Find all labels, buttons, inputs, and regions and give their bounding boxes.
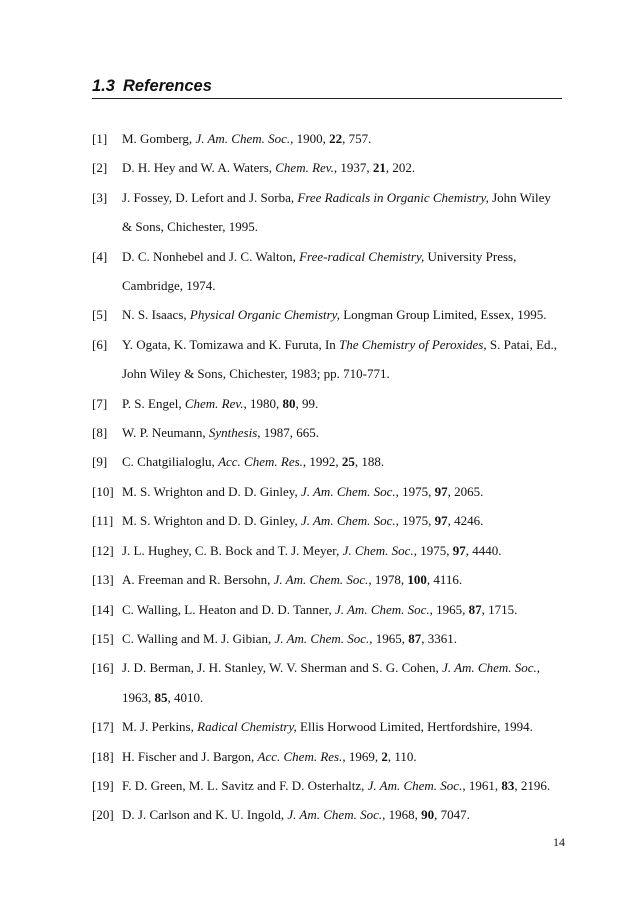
reference-segment: , 1965, (369, 630, 409, 646)
reference-segment: , 1975, (395, 483, 435, 499)
volume-number: 97 (434, 483, 448, 499)
reference-segment: , 3361. (421, 630, 458, 646)
reference-line (122, 800, 562, 829)
reference-list (92, 124, 562, 830)
section-title: References (122, 77, 212, 95)
reference-segment: , 1978, (368, 572, 408, 588)
journal-title: Acc. Chem. Res. (218, 454, 303, 470)
reference-line (122, 183, 562, 212)
reference-text (122, 771, 562, 800)
reference-segment: Longman Group Limited, Essex, 1995. (339, 307, 547, 323)
reference-segment: J. L. Hughey, C. B. Bock and T. J. Meyer, (122, 542, 343, 558)
reference-segment: , 4116. (426, 572, 463, 588)
volume-number: 25 (341, 454, 355, 470)
reference-item (92, 506, 562, 535)
reference-label: [9] (92, 454, 108, 470)
journal-title: J. Am. Chem. Soc. (367, 777, 463, 793)
reference-segment: , 1715. (481, 601, 518, 617)
reference-line (122, 389, 562, 418)
reference-segment: D. J. Carlson and K. U. Ingold, (122, 807, 288, 823)
reference-segment: D. C. Nonhebel and J. C. Walton, (122, 248, 300, 264)
reference-line (122, 242, 562, 271)
reference-segment: H. Fischer and J. Bargon, (122, 748, 258, 764)
reference-label: [1] (92, 131, 108, 146)
reference-line (122, 300, 562, 329)
journal-title: J. Am. Chem. Soc. (334, 601, 430, 617)
reference-segment: , 757. (342, 131, 372, 146)
reference-segment: C. Walling, L. Heaton and D. D. Tanner, (122, 601, 335, 617)
reference-line (122, 653, 562, 682)
reference-label: [8] (92, 425, 108, 441)
reference-segment: , 1961, (462, 777, 502, 793)
reference-line (122, 683, 562, 712)
reference-text (122, 595, 562, 624)
reference-segment: & Sons, Chichester, 1995. (122, 219, 258, 235)
reference-item (92, 800, 562, 829)
reference-line (122, 712, 562, 741)
reference-segment: John Wiley & Sons, Chichester, 1983; pp. 710-771. (122, 366, 390, 382)
reference-label: [10] (92, 483, 114, 499)
volume-number: 21 (372, 160, 386, 176)
reference-line (122, 742, 562, 771)
reference-text (122, 506, 562, 535)
volume-number: 97 (452, 542, 466, 558)
reference-text (122, 153, 562, 182)
reference-segment: , 7047. (434, 807, 470, 823)
reference-segment: University Press, (424, 248, 517, 264)
journal-title: J. Am. Chem. Soc. (273, 572, 369, 588)
journal-title: Acc. Chem. Res. (257, 748, 343, 764)
reference-segment: John Wiley (488, 189, 551, 205)
reference-text (122, 536, 562, 565)
reference-label: [16] (92, 660, 114, 676)
journal-title: Physical Organic Chemistry, (189, 307, 340, 323)
reference-label: [11] (92, 513, 114, 529)
heading-rule (92, 98, 562, 99)
reference-item (92, 389, 562, 418)
reference-segment: M. S. Wrighton and D. D. Ginley, (122, 483, 301, 499)
reference-segment: , 1968, (382, 807, 422, 823)
reference-label: [2] (92, 160, 108, 176)
reference-text (122, 800, 562, 829)
journal-title: The Chemistry of Peroxides, (339, 336, 487, 352)
volume-number: 100 (407, 572, 427, 588)
reference-segment: M. J. Perkins, (122, 719, 198, 735)
reference-segment: , 2196. (514, 777, 551, 793)
reference-line (122, 595, 562, 624)
reference-segment: J. Fossey, D. Lefort and J. Sorba, (122, 189, 298, 205)
journal-title: J. Am. Chem. Soc. (195, 131, 291, 146)
reference-text (122, 477, 562, 506)
reference-segment: , 1965, (429, 601, 469, 617)
reference-label: [5] (92, 307, 108, 323)
reference-segment: , (536, 660, 541, 676)
reference-segment: M. S. Wrighton and D. D. Ginley, (122, 513, 301, 529)
reference-segment: , 1937, (333, 160, 373, 176)
reference-line (122, 212, 562, 241)
reference-text (122, 624, 562, 653)
reference-segment: J. D. Berman, J. H. Stanley, W. V. Sherman and S. G. Cohen, (122, 660, 443, 676)
reference-segment: , 4246. (447, 513, 484, 529)
reference-segment: 1963, (122, 689, 155, 705)
reference-segment: C. Chatgilialoglu, (122, 454, 219, 470)
reference-item (92, 742, 562, 771)
journal-title: J. Am. Chem. Soc. (442, 660, 537, 676)
volume-number: 85 (154, 689, 168, 705)
journal-title: Synthesis (208, 425, 258, 441)
reference-item (92, 653, 562, 712)
reference-segment: , 1975, (413, 542, 453, 558)
reference-segment: F. D. Green, M. L. Savitz and F. D. Osterhaltz, (122, 777, 368, 793)
reference-line (122, 536, 562, 565)
section-number: 1.3 (92, 77, 115, 95)
volume-number: 2 (381, 748, 388, 764)
reference-segment: M. Gomberg, (122, 131, 196, 146)
reference-label: [6] (92, 336, 108, 352)
reference-line (122, 771, 562, 800)
reference-segment: , 2065. (447, 483, 484, 499)
reference-item (92, 124, 562, 153)
reference-segment: Ellis Horwood Limited, Hertfordshire, 1994. (296, 719, 533, 735)
reference-text (122, 389, 562, 418)
reference-label: [18] (92, 748, 114, 764)
reference-line (122, 330, 562, 359)
reference-segment: D. H. Hey and W. A. Waters, (122, 160, 276, 176)
reference-segment: , 1992, (302, 454, 342, 470)
journal-title: Free-radical Chemistry, (299, 248, 425, 264)
reference-label: [7] (92, 395, 108, 411)
journal-title: Chem. Rev. (184, 395, 244, 411)
reference-segment: , 1969, (342, 748, 382, 764)
volume-number: 90 (421, 807, 435, 823)
reference-line (122, 506, 562, 535)
reference-label: [12] (92, 542, 114, 558)
reference-line (122, 359, 562, 388)
reference-label: [13] (92, 572, 114, 588)
reference-item (92, 565, 562, 594)
reference-segment: , 99. (295, 395, 319, 411)
volume-number: 87 (468, 601, 482, 617)
journal-title: J. Am. Chem. Soc. (287, 807, 383, 823)
reference-segment: N. S. Isaacs, (122, 307, 190, 323)
journal-title: Free Radicals in Organic Chemistry, (297, 189, 489, 205)
reference-line (122, 153, 562, 182)
reference-segment: A. Freeman and R. Bersohn, (122, 572, 274, 588)
reference-text (122, 242, 562, 301)
reference-segment: , 188. (354, 454, 385, 470)
reference-item (92, 242, 562, 301)
reference-text (122, 183, 562, 242)
reference-item (92, 595, 562, 624)
reference-segment: , 1900, (290, 131, 330, 146)
reference-segment: Cambridge, 1974. (122, 278, 216, 294)
reference-line (122, 418, 562, 447)
reference-item (92, 536, 562, 565)
reference-segment: W. P. Neumann, (122, 425, 209, 441)
reference-label: [15] (92, 630, 114, 646)
reference-item (92, 183, 562, 242)
reference-text (122, 418, 562, 447)
reference-segment: , 110. (387, 748, 417, 764)
reference-segment: , 1987, 665. (257, 425, 320, 441)
volume-number: 97 (434, 513, 448, 529)
reference-line (122, 124, 562, 153)
reference-label: [17] (92, 719, 114, 735)
reference-text (122, 742, 562, 771)
reference-line (122, 477, 562, 506)
journal-title: J. Am. Chem. Soc. (300, 513, 396, 529)
reference-item (92, 330, 562, 389)
reference-segment: Y. Ogata, K. Tomizawa and K. Furuta, In (122, 336, 340, 352)
journal-title: J. Chem. Soc. (342, 542, 414, 558)
journal-title: Radical Chemistry, (197, 719, 297, 735)
reference-line (122, 565, 562, 594)
reference-segment: , 1975, (395, 513, 435, 529)
reference-text (122, 447, 562, 476)
volume-number: 83 (501, 777, 515, 793)
reference-text (122, 712, 562, 741)
reference-item (92, 153, 562, 182)
reference-segment: S. Patai, Ed., (486, 336, 558, 352)
reference-item (92, 477, 562, 506)
reference-item (92, 771, 562, 800)
volume-number: 87 (408, 630, 422, 646)
reference-segment: , 1980, (243, 395, 283, 411)
reference-label: [19] (92, 777, 114, 793)
reference-text (122, 330, 562, 389)
volume-number: 80 (282, 395, 296, 411)
journal-title: Chem. Rev. (275, 160, 334, 176)
reference-line (122, 624, 562, 653)
reference-label: [3] (92, 189, 108, 205)
reference-text (122, 565, 562, 594)
reference-segment: , 4010. (167, 689, 204, 705)
reference-text (122, 300, 562, 329)
section-heading (92, 77, 562, 96)
reference-label: [14] (92, 601, 114, 617)
reference-text (122, 124, 562, 153)
journal-title: J. Am. Chem. Soc. (274, 630, 370, 646)
reference-item (92, 300, 562, 329)
reference-segment: P. S. Engel, (122, 395, 185, 411)
reference-line (122, 271, 562, 300)
volume-number: 22 (329, 131, 343, 146)
reference-segment: , 4440. (465, 542, 502, 558)
reference-item (92, 447, 562, 476)
reference-item (92, 712, 562, 741)
reference-label: [4] (92, 248, 108, 264)
page-number: 14 (553, 835, 565, 849)
reference-line (122, 447, 562, 476)
reference-segment: , 202. (385, 160, 416, 176)
reference-segment: C. Walling and M. J. Gibian, (122, 630, 275, 646)
reference-item (92, 418, 562, 447)
reference-text (122, 653, 562, 712)
journal-title: J. Am. Chem. Soc. (300, 483, 396, 499)
reference-item (92, 624, 562, 653)
reference-label: [20] (92, 807, 114, 823)
